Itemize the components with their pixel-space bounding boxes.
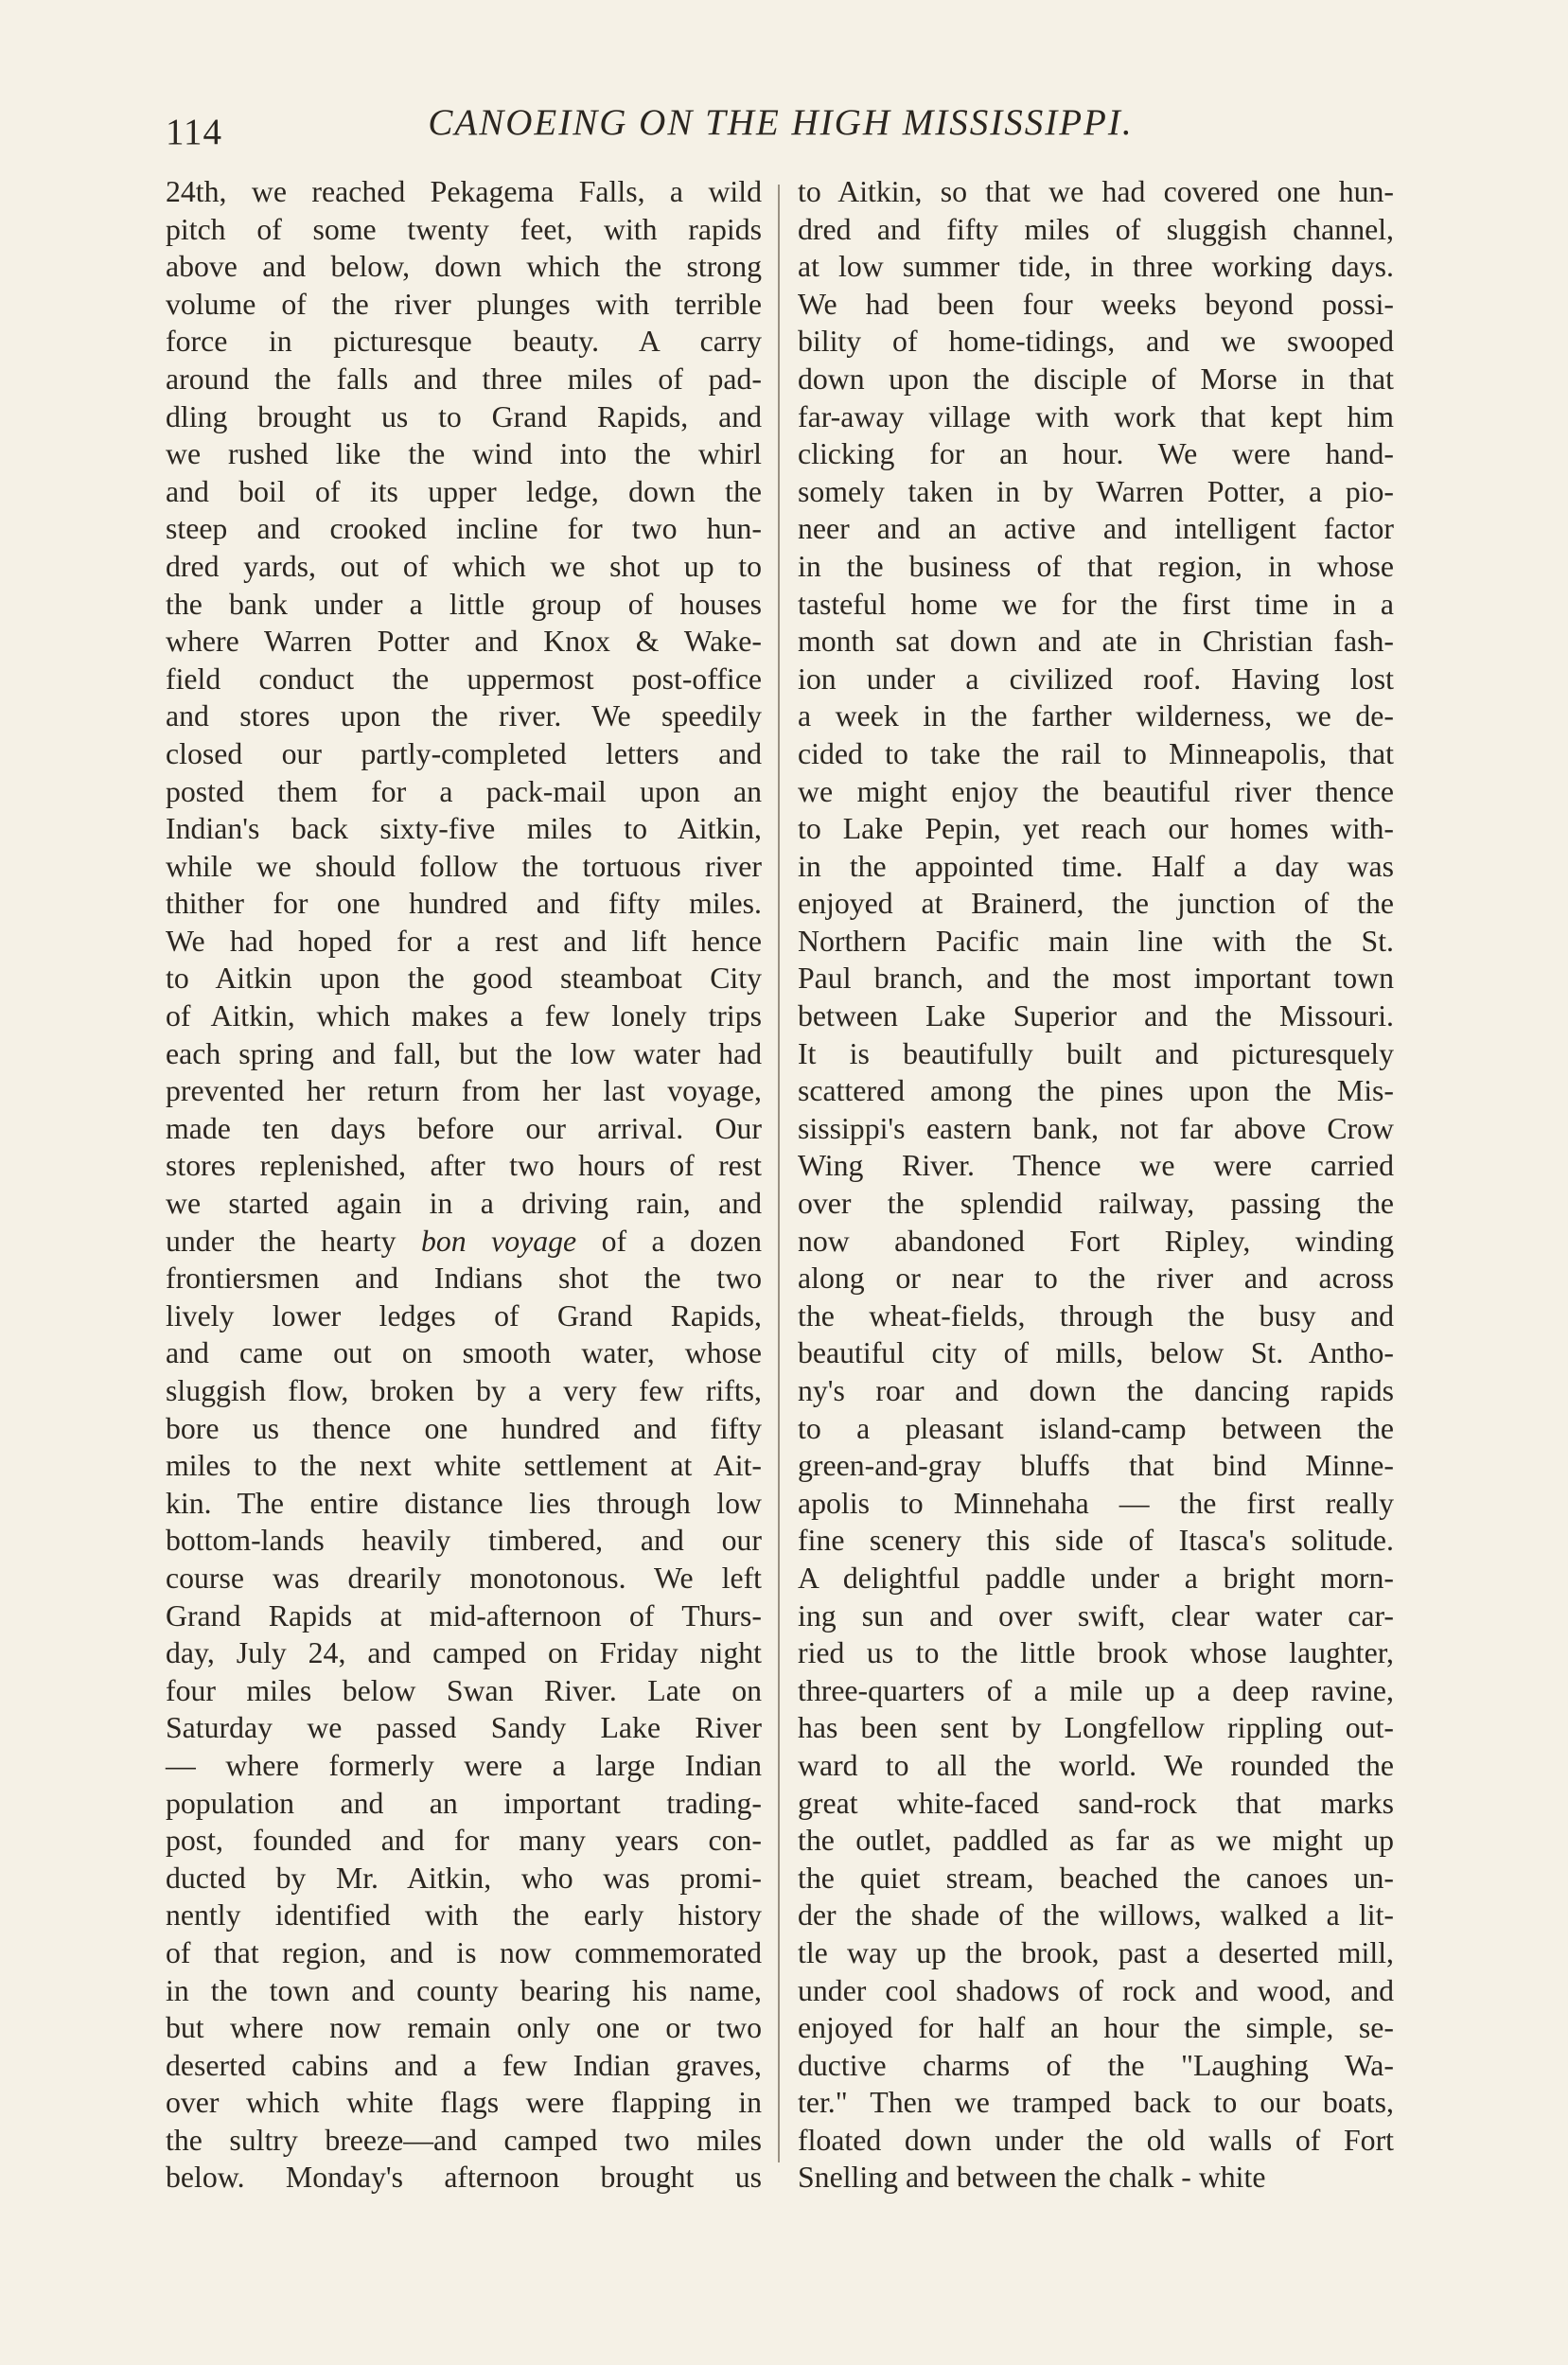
text-line: enjoyed for half an hour the simple, se- bbox=[798, 2011, 1394, 2045]
text-line: to Lake Pepin, yet reach our homes with- bbox=[798, 812, 1394, 846]
text-line: clicking for an hour. We were hand- bbox=[798, 437, 1394, 471]
text-line: below. Monday's afternoon brought us bbox=[166, 2161, 762, 2195]
text-line: now abandoned Fort Ripley, winding bbox=[798, 1224, 1394, 1258]
text-line: down upon the disciple of Morse in that bbox=[798, 362, 1394, 396]
text-line: and came out on smooth water, whose bbox=[166, 1336, 762, 1370]
text-segment: of a dozen bbox=[601, 1224, 762, 1258]
text-line: der the shade of the willows, walked a lit- bbox=[798, 1898, 1394, 1933]
text-line: deserted cabins and a few Indian graves, bbox=[166, 2048, 762, 2082]
text-line: closed our partly-completed letters and bbox=[166, 736, 762, 770]
text-line: thither for one hundred and fifty miles. bbox=[166, 887, 762, 921]
text-line: It is beautifully built and picturesquely bbox=[798, 1036, 1394, 1070]
text-line: four miles below Swan River. Late on bbox=[166, 1673, 762, 1707]
text-line: of that region, and is now commemorated bbox=[166, 1935, 762, 1969]
text-line: of Aitkin, which makes a few lonely trips bbox=[166, 999, 762, 1033]
text-line: between Lake Superior and the Missouri. bbox=[798, 999, 1394, 1033]
text-line: the bank under a little group of houses bbox=[166, 587, 762, 621]
text-line: — where formerly were a large Indian bbox=[166, 1748, 762, 1782]
text-line: we started again in a driving rain, and bbox=[166, 1187, 762, 1221]
page-header bbox=[166, 95, 1396, 151]
text-line: enjoyed at Brainerd, the junction of the bbox=[798, 887, 1394, 921]
running-head: CANOEING ON THE HIGH MISSISSIPPI. bbox=[428, 102, 1134, 143]
text-line: Wing River. Thence we were carried bbox=[798, 1149, 1394, 1183]
text-line: pitch of some twenty feet, with rapids bbox=[166, 212, 762, 246]
text-line: stores replenished, after two hours of rest bbox=[166, 1149, 762, 1183]
text-line: lively lower ledges of Grand Rapids, bbox=[166, 1298, 762, 1333]
text-line: day, July 24, and camped on Friday night bbox=[166, 1636, 762, 1670]
text-line: ductive charms of the "Laughing Wa- bbox=[798, 2048, 1394, 2082]
text-line: We had hoped for a rest and lift hence bbox=[166, 924, 762, 958]
text-line: frontiersmen and Indians shot the two bbox=[166, 1262, 762, 1296]
text-line: bore us thence one hundred and fifty bbox=[166, 1411, 762, 1445]
text-line: we rushed like the wind into the whirl bbox=[166, 437, 762, 471]
text-line: the wheat-fields, through the busy and bbox=[798, 1298, 1394, 1333]
text-line: ter." Then we tramped back to our boats, bbox=[798, 2086, 1394, 2120]
italic-phrase: bon voyage bbox=[421, 1224, 577, 1258]
text-line: apolis to Minnehaha — the first really bbox=[798, 1486, 1394, 1520]
text-line: over which white flags were flapping in bbox=[166, 2086, 762, 2120]
text-line: tasteful home we for the first time in a bbox=[798, 587, 1394, 621]
text-line: post, founded and for many years con- bbox=[166, 1824, 762, 1858]
text-line: month sat down and ate in Christian fash- bbox=[798, 625, 1394, 659]
text-line: great white-faced sand-rock that marks bbox=[798, 1786, 1394, 1820]
text-line: Grand Rapids at mid-afternoon of Thurs- bbox=[166, 1598, 762, 1633]
text-line: steep and crooked incline for two hun- bbox=[166, 512, 762, 546]
text-line: Saturday we passed Sandy Lake River bbox=[166, 1711, 762, 1745]
text-line: in the appointed time. Half a day was bbox=[798, 849, 1394, 883]
text-line: Snelling and between the chalk - white bbox=[798, 2161, 1266, 2195]
text-line: in the town and county bearing his name, bbox=[166, 1973, 762, 2007]
text-line: bottom-lands heavily timbered, and our bbox=[166, 1524, 762, 1558]
page-number: 114 bbox=[166, 112, 223, 152]
text-line: above and below, down which the strong bbox=[166, 250, 762, 284]
text-line: each spring and fall, but the low water had bbox=[166, 1036, 762, 1070]
text-line: to Aitkin upon the good steamboat City bbox=[166, 962, 762, 996]
text-line: to a pleasant island-camp between the bbox=[798, 1411, 1394, 1445]
text-line: in the business of that region, in whose bbox=[798, 549, 1394, 583]
text-line: population and an important trading- bbox=[166, 1786, 762, 1820]
text-line: ried us to the little brook whose laughter, bbox=[798, 1636, 1394, 1670]
text-line: but where now remain only one or two bbox=[166, 2011, 762, 2045]
column-divider bbox=[778, 185, 780, 2162]
text-line: dred yards, out of which we shot up to bbox=[166, 549, 762, 583]
text-line-mixed bbox=[166, 1223, 762, 1261]
text-line: while we should follow the tortuous river bbox=[166, 849, 762, 883]
text-line: along or near to the river and across bbox=[798, 1262, 1394, 1296]
text-line: force in picturesque beauty. A carry bbox=[166, 325, 762, 359]
text-line: and boil of its upper ledge, down the bbox=[166, 474, 762, 508]
text-line: the sultry breeze—and camped two miles bbox=[166, 2123, 762, 2157]
text-line: posted them for a pack-mail upon an bbox=[166, 774, 762, 808]
text-line: scattered among the pines upon the Mis- bbox=[798, 1074, 1394, 1108]
text-line: and stores upon the river. We speedily bbox=[166, 699, 762, 733]
text-line: around the falls and three miles of pad- bbox=[166, 362, 762, 396]
text-line: volume of the river plunges with terrible bbox=[166, 287, 762, 321]
text-line: field conduct the uppermost post-office bbox=[166, 662, 762, 696]
text-line: ducted by Mr. Aitkin, who was promi- bbox=[166, 1861, 762, 1895]
text-line: prevented her return from her last voyage, bbox=[166, 1074, 762, 1108]
right-column bbox=[798, 173, 1394, 2197]
text-line: far-away village with work that kept him bbox=[798, 399, 1394, 433]
text-line: cided to take the rail to Minneapolis, that bbox=[798, 736, 1394, 770]
text-line: fine scenery this side of Itasca's solitude. bbox=[798, 1524, 1394, 1558]
text-line: to Aitkin, so that we had covered one hun- bbox=[798, 175, 1394, 208]
text-line: sissippi's eastern bank, not far above Crow bbox=[798, 1111, 1394, 1145]
text-line: the outlet, paddled as far as we might up bbox=[798, 1824, 1394, 1858]
text-line: beautiful city of mills, below St. Antho- bbox=[798, 1336, 1394, 1370]
text-line: over the splendid railway, passing the bbox=[798, 1187, 1394, 1221]
text-line: ward to all the world. We rounded the bbox=[798, 1748, 1394, 1782]
left-column bbox=[166, 173, 762, 2197]
text-line: Northern Pacific main line with the St. bbox=[798, 924, 1394, 958]
text-line: 24th, we reached Pekagema Falls, a wild bbox=[166, 175, 762, 208]
text-line: ny's roar and down the dancing rapids bbox=[798, 1374, 1394, 1407]
text-line: Paul branch, and the most important town bbox=[798, 962, 1394, 996]
text-line: where Warren Potter and Knox & Wake- bbox=[166, 625, 762, 659]
text-line: neer and an active and intelligent factor bbox=[798, 512, 1394, 546]
text-line: has been sent by Longfellow rippling out- bbox=[798, 1711, 1394, 1745]
text-line: A delightful paddle under a bright morn- bbox=[798, 1561, 1394, 1595]
text-line: dred and fifty miles of sluggish channel, bbox=[798, 212, 1394, 246]
text-line: the quiet stream, beached the canoes un- bbox=[798, 1861, 1394, 1895]
text-line: under cool shadows of rock and wood, and bbox=[798, 1973, 1394, 2007]
text-line: at low summer tide, in three working days. bbox=[798, 250, 1394, 284]
text-line: green-and-gray bluffs that bind Minne- bbox=[798, 1449, 1394, 1483]
text-line: dling brought us to Grand Rapids, and bbox=[166, 399, 762, 433]
text-line: somely taken in by Warren Potter, a pio- bbox=[798, 474, 1394, 508]
text-line: miles to the next white settlement at Ait- bbox=[166, 1449, 762, 1483]
text-line: a week in the farther wilderness, we de- bbox=[798, 699, 1394, 733]
text-line: nently identified with the early history bbox=[166, 1898, 762, 1933]
text-line: ion under a civilized roof. Having lost bbox=[798, 662, 1394, 696]
text-line: We had been four weeks beyond possi- bbox=[798, 287, 1394, 321]
text-line: made ten days before our arrival. Our bbox=[166, 1111, 762, 1145]
text-segment: under the hearty bbox=[166, 1224, 396, 1258]
text-line: course was drearily monotonous. We left bbox=[166, 1561, 762, 1595]
text-line: three-quarters of a mile up a deep ravine, bbox=[798, 1673, 1394, 1707]
text-line: bility of home-tidings, and we swooped bbox=[798, 325, 1394, 359]
text-line: kin. The entire distance lies through low bbox=[166, 1486, 762, 1520]
text-line: sluggish flow, broken by a very few rifts, bbox=[166, 1374, 762, 1407]
text-line: Indian's back sixty-five miles to Aitkin, bbox=[166, 812, 762, 846]
text-line: tle way up the brook, past a deserted mill, bbox=[798, 1935, 1394, 1969]
text-line: ing sun and over swift, clear water car- bbox=[798, 1598, 1394, 1633]
text-line: floated down under the old walls of Fort bbox=[798, 2123, 1394, 2157]
text-line: we might enjoy the beautiful river thence bbox=[798, 774, 1394, 808]
